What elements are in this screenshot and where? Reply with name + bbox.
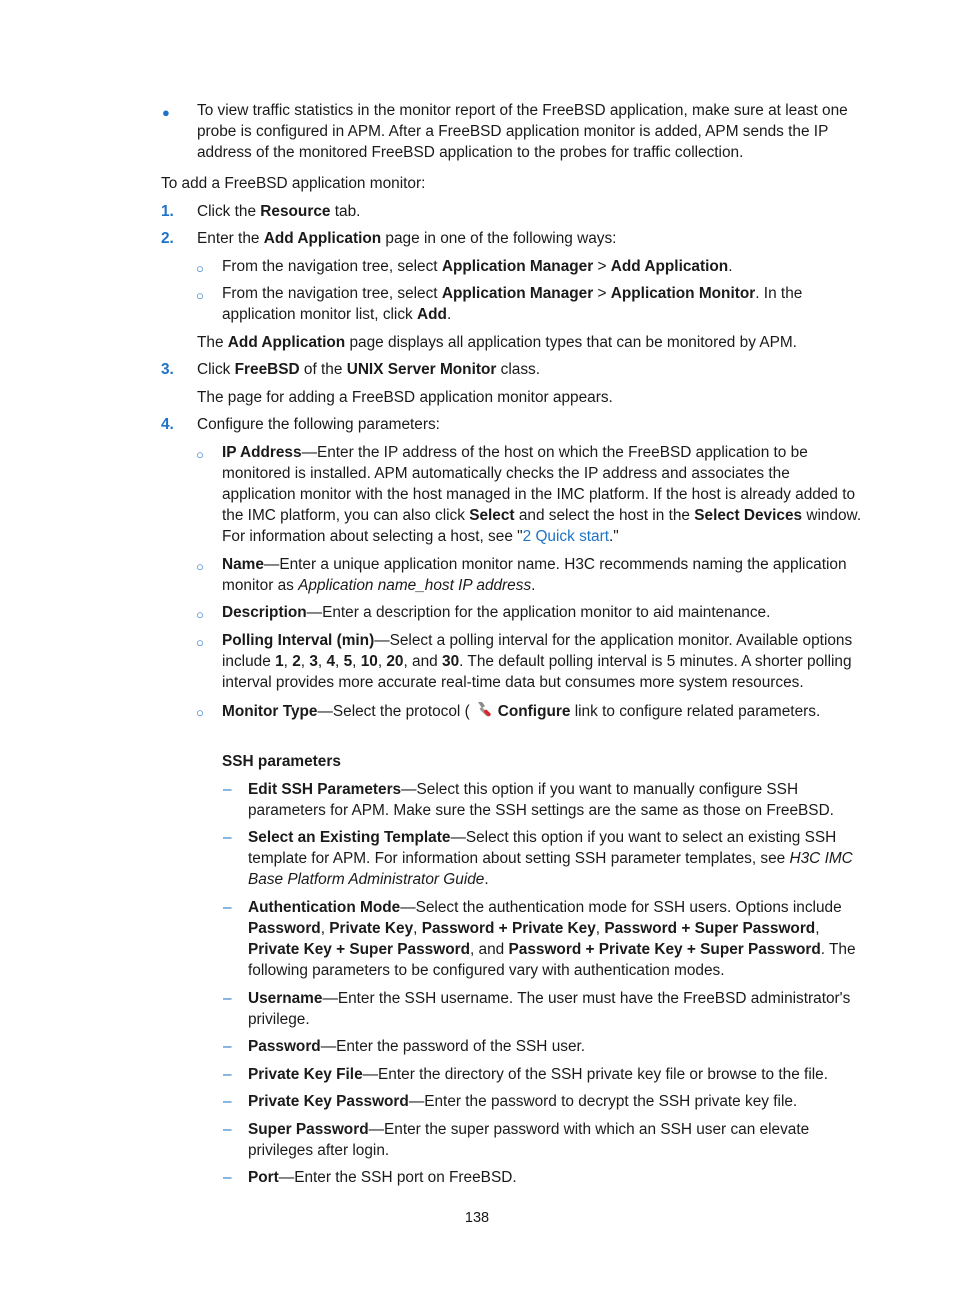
step-2-sub-1: From the navigation tree, select Application Manager > Add Application.	[222, 258, 733, 275]
ssh-edit-parameters: Edit SSH Parameters—Select this option if you want to manually configure SSH parameters for APM. Make sure the SSH settings are the same as those on FreeBSD.	[248, 781, 834, 819]
quick-start-link[interactable]: 2 Quick start	[522, 528, 610, 545]
ssh-private-key-password: Private Key Password—Enter the password to decrypt the SSH private key file.	[248, 1093, 798, 1110]
configure-wrench-icon[interactable]	[476, 700, 494, 725]
intro-bullet-text: To view traffic statistics in the monitor report of the FreeBSD application, make sure at least one probe is configured in APM. After a FreeBSD application monitor is added, APM sends the IP address of the monitored FreeBSD application to the probes for traffic collection.	[197, 102, 848, 161]
step-number: 1.	[161, 203, 174, 220]
step-1-text: Click the Resource tab.	[197, 203, 361, 220]
lead-paragraph: To add a FreeBSD application monitor:	[161, 175, 426, 192]
dash-marker: –	[223, 899, 232, 916]
ssh-parameters-heading: SSH parameters	[222, 753, 341, 770]
ssh-username: Username—Enter the SSH username. The user must have the FreeBSD administrator's privilege.	[248, 990, 851, 1028]
configure-link[interactable]: Configure	[497, 703, 571, 720]
param-name: Name—Enter a unique application monitor name. H3C recommends naming the application monitor as Application name_host IP address.	[222, 556, 847, 594]
circle-marker: ○	[196, 705, 204, 720]
dash-marker: –	[223, 1038, 232, 1055]
dash-marker: –	[223, 829, 232, 846]
step-2-note: The Add Application page displays all application types that can be monitored by APM.	[197, 334, 797, 351]
dash-marker: –	[223, 1066, 232, 1083]
step-4-text: Configure the following parameters:	[197, 416, 440, 433]
param-polling-interval: Polling Interval (min)—Select a polling interval for the application monitor. Available options include 1, 2, 3, 4, 5, 10, 20, and 30. The default polling interval is 5 minutes. A shorter polling interval provides more accurate real-time data but consumes more system resources.	[222, 632, 853, 691]
circle-marker: ○	[196, 288, 204, 303]
param-description: Description—Enter a description for the application monitor to aid maintenance.	[222, 604, 771, 621]
step-number: 3.	[161, 361, 174, 378]
step-number: 2.	[161, 230, 174, 247]
step-2-text: Enter the Add Application page in one of the following ways:	[197, 230, 617, 247]
circle-marker: ○	[196, 261, 204, 276]
circle-marker: ○	[196, 559, 204, 574]
ssh-super-password: Super Password—Enter the super password with which an SSH user can elevate privileges after login.	[248, 1121, 810, 1159]
dash-marker: –	[223, 781, 232, 798]
dash-marker: –	[223, 1121, 232, 1138]
ssh-select-template: Select an Existing Template—Select this option if you want to select an existing SSH template for APM. For information about setting SSH parameter templates, see H3C IMC Base Platform Administrator Guide.	[248, 829, 853, 888]
dash-marker: –	[223, 1169, 232, 1186]
page-number: 138	[464, 1210, 490, 1226]
bullet-marker: ●	[162, 105, 170, 120]
step-3-text: Click FreeBSD of the UNIX Server Monitor class.	[197, 361, 540, 378]
param-ip-address: IP Address—Enter the IP address of the host on which the FreeBSD application to be monitored is installed. APM automatically checks the IP address and associates the application monitor with the host managed in the IMC platform. If the host is already added to the IMC platform, you can also click Select and select the host in the Select Devices window. For information about selecting a host, see "2 Quick start."	[222, 444, 862, 545]
circle-marker: ○	[196, 607, 204, 622]
step-number: 4.	[161, 416, 174, 433]
step-2-sub-2: From the navigation tree, select Application Manager > Application Monitor. In the application monitor list, click Add.	[222, 285, 803, 323]
ssh-private-key-file: Private Key File—Enter the directory of the SSH private key file or browse to the file.	[248, 1066, 828, 1083]
dash-marker: –	[223, 990, 232, 1007]
step-3-note: The page for adding a FreeBSD application monitor appears.	[197, 389, 613, 406]
dash-marker: –	[223, 1093, 232, 1110]
circle-marker: ○	[196, 447, 204, 462]
ssh-password: Password—Enter the password of the SSH user.	[248, 1038, 586, 1055]
ssh-port: Port—Enter the SSH port on FreeBSD.	[248, 1169, 517, 1186]
param-monitor-type: Monitor Type—Select the protocol ( Configure link to configure related parameters.	[222, 700, 864, 725]
ssh-authentication-mode: Authentication Mode—Select the authentication mode for SSH users. Options include Password, Private Key, Password + Private Key, Password + Super Password, Private Key + Super Password, and Password + Private Key + Super Password. The following parameters to be configured vary with authentication modes.	[248, 899, 856, 979]
circle-marker: ○	[196, 635, 204, 650]
